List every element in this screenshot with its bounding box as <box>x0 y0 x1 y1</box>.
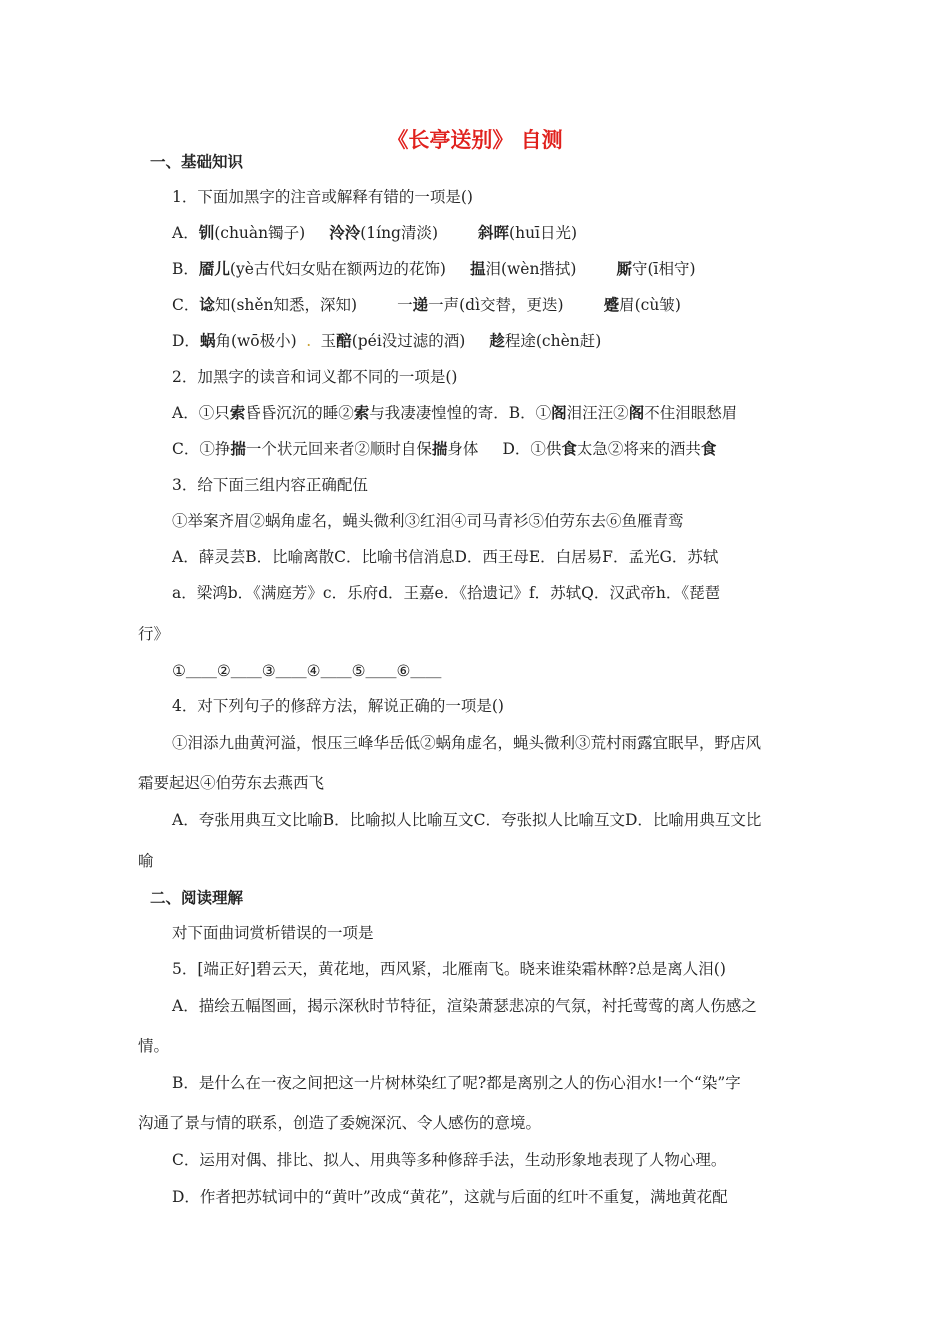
section-heading-reading: 二、阅读理解 <box>150 889 244 907</box>
question-5-option-a: A．描绘五幅图画，揭示深秋时节特征，渲染萧瑟悲凉的气氛，衬托莺莺的离人伤感之 <box>172 997 757 1015</box>
question-1-option-c: C．谂知(shěn知悉，深知) 一递一声(dì交替，更迭) 蹙眉(cù皱) <box>172 296 681 314</box>
question-5-option-b-cont: 沟通了景与情的联系，创造了委婉深沉、令人感伤的意境。 <box>138 1114 542 1132</box>
question-1-option-d: D．蜗角(wō极小) . 玉醅(péi没过滤的酒) 趁程途(chèn赶) <box>172 332 602 350</box>
question-2-stem: 2．加黑字的读音和词义都不同的一项是() <box>172 368 458 386</box>
question-5-stem: 5．[端正好]碧云天，黄花地，西风紧，北雁南飞。晓来谁染霜林醉?总是离人泪() <box>172 960 726 978</box>
question-3-answer-blanks: ①＿＿②＿＿③＿＿④＿＿⑤＿＿⑥＿＿ <box>172 662 442 680</box>
question-5-option-a-cont: 情。 <box>138 1037 170 1055</box>
question-5-option-c: C．运用对偶、排比、拟人、用典等多种修辞手法，生动形象地表现了人物心理。 <box>172 1151 727 1169</box>
section-heading-basics: 一、基础知识 <box>150 153 244 171</box>
question-1-option-b: B．靥儿(yè古代妇女贴在额两边的花饰) 揾泪(wèn揩拭) 厮守(ī相守) <box>172 260 696 278</box>
question-3-stem: 3．给下面三组内容正确配伍 <box>172 476 368 494</box>
question-4-sentences: ①泪添九曲黄河溢，恨压三峰华岳低②蜗角虚名，蝇头微利③荒村雨露宜眠早，野店风 <box>172 734 762 752</box>
question-3-items: ①举案齐眉②蜗角虚名，蝇头微利③红泪④司马青衫⑤伯劳东去⑥鱼雁青鸾 <box>172 512 684 530</box>
question-1-option-a: A．钏(chuàn镯子) 泠泠(1íng清淡) 斜晖(huī日光) <box>172 224 578 242</box>
question-4-options: A．夸张用典互文比喻B．比喻拟人比喻互文C．夸张拟人比喻互文D．比喻用典互文比 <box>172 811 762 829</box>
question-3-options-lower: a．梁鸿b．《满庭芳》c．乐府d．王嘉e．《拾遗记》f．苏轼Q．汉武帝h．《琵琶 <box>172 584 721 602</box>
question-3-options-lower-cont: 行》 <box>138 625 170 643</box>
page-title: 《长亭送别》 自测 <box>387 128 563 152</box>
question-4-options-cont: 喻 <box>138 852 154 870</box>
question-1-stem: 1．下面加黑字的注音或解释有错的一项是() <box>172 188 473 206</box>
question-4-sentences-cont: 霜要起迟④伯劳东去燕西飞 <box>138 774 325 792</box>
question-3-options-upper: A．薛灵芸B．比喻离散C．比喻书信消息D．西王母E．白居易F．孟光G．苏轼 <box>172 548 719 566</box>
reading-intro: 对下面曲词赏析错误的一项是 <box>172 924 374 942</box>
question-2-options-ab: A．①只索昏昏沉沉的睡②索与我凄凄惶惶的寄．B．①阁泪汪汪②阁不住泪眼愁眉 <box>172 404 738 422</box>
question-2-options-cd: C．①挣揣一个状元回来者②顺时自保揣身体 D．①供食太急②将来的酒共食 <box>172 440 717 458</box>
question-5-option-b: B．是什么在一夜之间把这一片树林染红了呢?都是离别之人的伤心泪水!一个“染”字 <box>172 1074 741 1092</box>
question-4-stem: 4．对下列句子的修辞方法，解说正确的一项是() <box>172 697 504 715</box>
question-5-option-d: D．作者把苏轼词中的“黄叶”改成“黄花”，这就与后面的红叶不重复，满地黄花配 <box>172 1188 728 1206</box>
